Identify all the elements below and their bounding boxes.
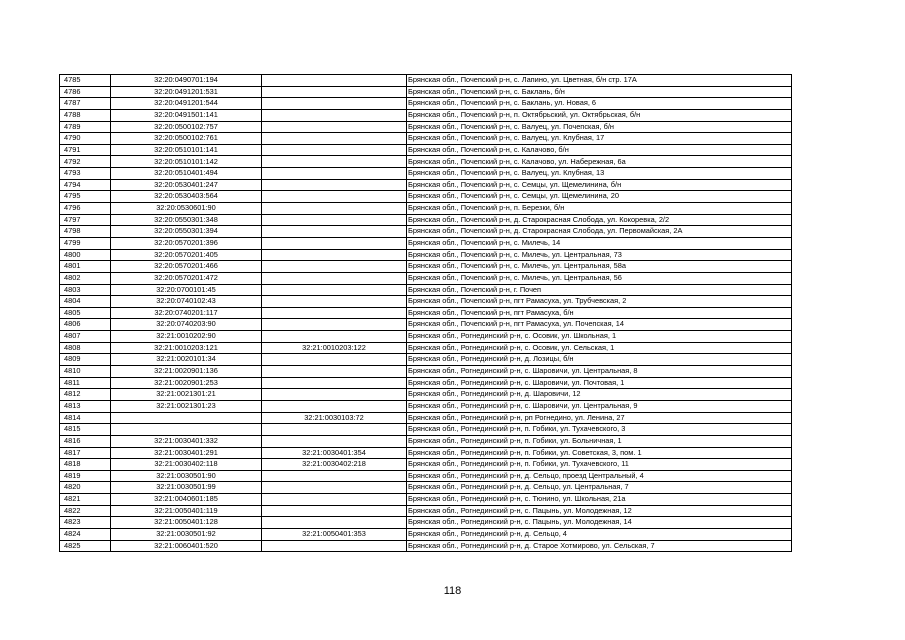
cadastral-number-cell: 32:21:0030501:92 [111,528,262,540]
table-row [60,331,792,343]
row-number-cell: 4824 [60,528,111,540]
cadastral-number-cell: 32:21:0010202:90 [111,331,262,343]
address-cell: Брянская обл., Почепский р-н, п. Березки, б/н [407,203,792,215]
address-cell: Брянская обл., Почепский р-н, пгт Рамасуха, ул. Трубчевская, 2 [407,296,792,308]
table-row [60,191,792,203]
cadastral-number-cell: 32:21:0050401:128 [111,517,262,529]
table-row [60,144,792,156]
row-number-cell: 4822 [60,505,111,517]
cadastral-number-cell: 32:21:0030402:118 [111,459,262,471]
previous-cadastral-number-cell [262,133,407,145]
address-cell: Брянская обл., Рогнединский р-н, с. Шаровичи, ул. Центральная, 9 [407,400,792,412]
row-number-cell: 4825 [60,540,111,552]
table-row [60,447,792,459]
table-row [60,459,792,471]
row-number-cell: 4806 [60,319,111,331]
row-number-cell: 4800 [60,249,111,261]
address-cell: Брянская обл., Почепский р-н, с. Лапино, ул. Цветная, б/н стр. 17А [407,75,792,87]
table-row [60,249,792,261]
cadastral-number-cell: 32:21:0020901:136 [111,366,262,378]
address-cell: Брянская обл., Рогнединский р-н, д. Сельцо, проезд Центральный, 4 [407,470,792,482]
previous-cadastral-number-cell [262,86,407,98]
row-number-cell: 4817 [60,447,111,459]
row-number-cell: 4812 [60,389,111,401]
previous-cadastral-number-cell [262,400,407,412]
previous-cadastral-number-cell [262,331,407,343]
cadastral-number-cell: 32:20:0491501:141 [111,109,262,121]
cadastral-number-cell: 32:20:0491201:531 [111,86,262,98]
previous-cadastral-number-cell: 32:21:0030402:218 [262,459,407,471]
address-cell: Брянская обл., Рогнединский р-н, с. Осовик, ул. Сельская, 1 [407,342,792,354]
row-number-cell: 4787 [60,98,111,110]
row-number-cell: 4820 [60,482,111,494]
cadastral-number-cell: 32:21:0020101:34 [111,354,262,366]
table-row [60,272,792,284]
row-number-cell: 4804 [60,296,111,308]
previous-cadastral-number-cell [262,494,407,506]
row-number-cell: 4819 [60,470,111,482]
table-row [60,307,792,319]
registry-table-body [60,75,792,552]
address-cell: Брянская обл., Рогнединский р-н, с. Тюнино, ул. Школьная, 21а [407,494,792,506]
previous-cadastral-number-cell [262,226,407,238]
address-cell: Брянская обл., Почепский р-н, с. Милечь, ул. Центральная, 58а [407,261,792,273]
cadastral-number-cell: 32:21:0030401:291 [111,447,262,459]
row-number-cell: 4807 [60,331,111,343]
previous-cadastral-number-cell [262,168,407,180]
address-cell: Брянская обл., Почепский р-н, с. Калачово, ул. Набережная, 6а [407,156,792,168]
cadastral-number-cell: 32:21:0030401:332 [111,435,262,447]
cadastral-number-cell: 32:21:0040601:185 [111,494,262,506]
address-cell: Брянская обл., Почепский р-н, с. Валуец, ул. Клубная, 17 [407,133,792,145]
previous-cadastral-number-cell [262,389,407,401]
cadastral-number-cell: 32:20:0530401:247 [111,179,262,191]
previous-cadastral-number-cell [262,505,407,517]
address-cell: Брянская обл., Почепский р-н, с. Валуец, ул. Почепская, б/н [407,121,792,133]
previous-cadastral-number-cell [262,109,407,121]
row-number-cell: 4814 [60,412,111,424]
address-cell: Брянская обл., Почепский р-н, г. Почеп [407,284,792,296]
cadastral-number-cell: 32:20:0510101:142 [111,156,262,168]
table-row [60,435,792,447]
previous-cadastral-number-cell [262,377,407,389]
table-row [60,203,792,215]
cadastral-number-cell: 32:20:0510101:141 [111,144,262,156]
address-cell: Брянская обл., Почепский р-н, с. Семцы, ул. Щемелинина, 20 [407,191,792,203]
table-row [60,540,792,552]
registry-table [59,74,792,552]
previous-cadastral-number-cell [262,98,407,110]
page-number: 118 [443,585,462,597]
address-cell: Брянская обл., Почепский р-н, пгт Рамасуха, б/н [407,307,792,319]
previous-cadastral-number-cell [262,121,407,133]
row-number-cell: 4793 [60,168,111,180]
table-row [60,342,792,354]
address-cell: Брянская обл., Рогнединский р-н, п. Гобики, ул. Советская, 3, пом. 1 [407,447,792,459]
previous-cadastral-number-cell [262,296,407,308]
table-row [60,156,792,168]
row-number-cell: 4821 [60,494,111,506]
table-row [60,75,792,87]
table-row [60,284,792,296]
table-row [60,86,792,98]
previous-cadastral-number-cell [262,540,407,552]
cadastral-number-cell: 32:20:0550301:348 [111,214,262,226]
previous-cadastral-number-cell: 32:21:0030401:354 [262,447,407,459]
address-cell: Брянская обл., Рогнединский р-н, д. Сельцо, 4 [407,528,792,540]
row-number-cell: 4798 [60,226,111,238]
table-row [60,168,792,180]
address-cell: Брянская обл., Почепский р-н, д. Старокрасная Слобода, ул. Первомайская, 2А [407,226,792,238]
cadastral-number-cell [111,424,262,436]
table-row [60,133,792,145]
row-number-cell: 4790 [60,133,111,145]
cadastral-number-cell: 32:20:0491201:544 [111,98,262,110]
cadastral-number-cell: 32:20:0740102:43 [111,296,262,308]
previous-cadastral-number-cell [262,272,407,284]
cadastral-number-cell: 32:21:0050401:119 [111,505,262,517]
previous-cadastral-number-cell [262,144,407,156]
previous-cadastral-number-cell [262,75,407,87]
address-cell: Брянская обл., Рогнединский р-н, с. Осовик, ул. Школьная, 1 [407,331,792,343]
cadastral-number-cell: 32:20:0500102:761 [111,133,262,145]
cadastral-number-cell: 32:21:0060401:520 [111,540,262,552]
cadastral-number-cell: 32:20:0570201:396 [111,237,262,249]
table-row [60,412,792,424]
previous-cadastral-number-cell [262,319,407,331]
cadastral-number-cell: 32:21:0030501:99 [111,482,262,494]
previous-cadastral-number-cell [262,237,407,249]
previous-cadastral-number-cell [262,517,407,529]
previous-cadastral-number-cell [262,424,407,436]
previous-cadastral-number-cell [262,366,407,378]
row-number-cell: 4786 [60,86,111,98]
cadastral-number-cell: 32:20:0700101:45 [111,284,262,296]
table-row [60,482,792,494]
previous-cadastral-number-cell [262,203,407,215]
previous-cadastral-number-cell [262,435,407,447]
cadastral-number-cell: 32:20:0530403:564 [111,191,262,203]
cadastral-number-cell: 32:20:0550301:394 [111,226,262,238]
row-number-cell: 4818 [60,459,111,471]
table-row [60,400,792,412]
address-cell: Брянская обл., Почепский р-н, с. Баклань, ул. Новая, 6 [407,98,792,110]
address-cell: Брянская обл., Почепский р-н, с. Баклань, б/н [407,86,792,98]
address-cell: Брянская обл., Почепский р-н, с. Милечь, ул. Центральная, 56 [407,272,792,284]
cadastral-number-cell: 32:20:0740201:117 [111,307,262,319]
row-number-cell: 4815 [60,424,111,436]
previous-cadastral-number-cell: 32:21:0010203:122 [262,342,407,354]
address-cell: Брянская обл., Рогнединский р-н, с. Шаровичи, ул. Почтовая, 1 [407,377,792,389]
previous-cadastral-number-cell [262,307,407,319]
address-cell: Брянская обл., Рогнединский р-н, п. Гобики, ул. Тухачевского, 11 [407,459,792,471]
cadastral-number-cell: 32:20:0570201:472 [111,272,262,284]
address-cell: Брянская обл., Почепский р-н, п. Октябрьский, ул. Октябрьская, б/н [407,109,792,121]
address-cell: Брянская обл., Почепский р-н, д. Старокрасная Слобода, ул. Кокоревка, 2/2 [407,214,792,226]
address-cell: Брянская обл., Рогнединский р-н, д. Шаровичи, 12 [407,389,792,401]
previous-cadastral-number-cell [262,482,407,494]
row-number-cell: 4799 [60,237,111,249]
cadastral-number-cell: 32:20:0510401:494 [111,168,262,180]
row-number-cell: 4802 [60,272,111,284]
previous-cadastral-number-cell [262,214,407,226]
address-cell: Брянская обл., Рогнединский р-н, с. Пацынь, ул. Молодежная, 12 [407,505,792,517]
row-number-cell: 4801 [60,261,111,273]
cadastral-number-cell: 32:20:0740203:90 [111,319,262,331]
table-row [60,354,792,366]
cadastral-number-cell: 32:21:0010203:121 [111,342,262,354]
table-row [60,424,792,436]
table-row [60,528,792,540]
row-number-cell: 4789 [60,121,111,133]
table-row [60,319,792,331]
row-number-cell: 4805 [60,307,111,319]
table-row [60,296,792,308]
address-cell: Брянская обл., Рогнединский р-н, рп Рогнедино, ул. Ленина, 27 [407,412,792,424]
table-row [60,505,792,517]
previous-cadastral-number-cell [262,470,407,482]
previous-cadastral-number-cell [262,354,407,366]
address-cell: Брянская обл., Рогнединский р-н, с. Шаровичи, ул. Центральная, 8 [407,366,792,378]
table-row [60,237,792,249]
previous-cadastral-number-cell [262,261,407,273]
table-row [60,226,792,238]
table-row [60,377,792,389]
row-number-cell: 4797 [60,214,111,226]
row-number-cell: 4813 [60,400,111,412]
row-number-cell: 4785 [60,75,111,87]
address-cell: Брянская обл., Почепский р-н, с. Милечь, ул. Центральная, 73 [407,249,792,261]
previous-cadastral-number-cell [262,284,407,296]
previous-cadastral-number-cell [262,156,407,168]
table-row [60,517,792,529]
address-cell: Брянская обл., Почепский р-н, пгт Рамасуха, ул. Почепская, 14 [407,319,792,331]
row-number-cell: 4795 [60,191,111,203]
row-number-cell: 4792 [60,156,111,168]
address-cell: Брянская обл., Рогнединский р-н, д. Лозицы, б/н [407,354,792,366]
address-cell: Брянская обл., Рогнединский р-н, с. Пацынь, ул. Молодежная, 14 [407,517,792,529]
cadastral-number-cell: 32:21:0030501:90 [111,470,262,482]
table-row [60,121,792,133]
row-number-cell: 4823 [60,517,111,529]
row-number-cell: 4811 [60,377,111,389]
row-number-cell: 4788 [60,109,111,121]
address-cell: Брянская обл., Рогнединский р-н, д. Сельцо, ул. Центральная, 7 [407,482,792,494]
table-row [60,494,792,506]
table-row [60,109,792,121]
table-row [60,261,792,273]
row-number-cell: 4796 [60,203,111,215]
cadastral-number-cell: 32:21:0021301:21 [111,389,262,401]
address-cell: Брянская обл., Рогнединский р-н, д. Старое Хотмирово, ул. Сельская, 7 [407,540,792,552]
cadastral-number-cell: 32:20:0530601:90 [111,203,262,215]
row-number-cell: 4810 [60,366,111,378]
cadastral-number-cell: 32:20:0570201:466 [111,261,262,273]
previous-cadastral-number-cell: 32:21:0030103:72 [262,412,407,424]
previous-cadastral-number-cell [262,179,407,191]
row-number-cell: 4803 [60,284,111,296]
address-cell: Брянская обл., Почепский р-н, с. Валуец, ул. Клубная, 13 [407,168,792,180]
address-cell: Брянская обл., Рогнединский р-н, п. Гобики, ул. Больничная, 1 [407,435,792,447]
cadastral-number-cell: 32:21:0020901:253 [111,377,262,389]
previous-cadastral-number-cell [262,249,407,261]
table-row [60,179,792,191]
row-number-cell: 4794 [60,179,111,191]
table-row [60,470,792,482]
table-row [60,366,792,378]
cadastral-number-cell [111,412,262,424]
table-row [60,214,792,226]
row-number-cell: 4809 [60,354,111,366]
table-row [60,98,792,110]
address-cell: Брянская обл., Почепский р-н, с. Семцы, ул. Щемелинина, б/н [407,179,792,191]
address-cell: Брянская обл., Рогнединский р-н, п. Гобики, ул. Тухачевского, 3 [407,424,792,436]
cadastral-number-cell: 32:20:0500102:757 [111,121,262,133]
row-number-cell: 4808 [60,342,111,354]
cadastral-number-cell: 32:21:0021301:23 [111,400,262,412]
previous-cadastral-number-cell [262,191,407,203]
previous-cadastral-number-cell: 32:21:0050401:353 [262,528,407,540]
row-number-cell: 4791 [60,144,111,156]
cadastral-number-cell: 32:20:0570201:405 [111,249,262,261]
address-cell: Брянская обл., Почепский р-н, с. Милечь, 14 [407,237,792,249]
address-cell: Брянская обл., Почепский р-н, с. Калачово, б/н [407,144,792,156]
cadastral-number-cell: 32:20:0490701:194 [111,75,262,87]
table-row [60,389,792,401]
row-number-cell: 4816 [60,435,111,447]
